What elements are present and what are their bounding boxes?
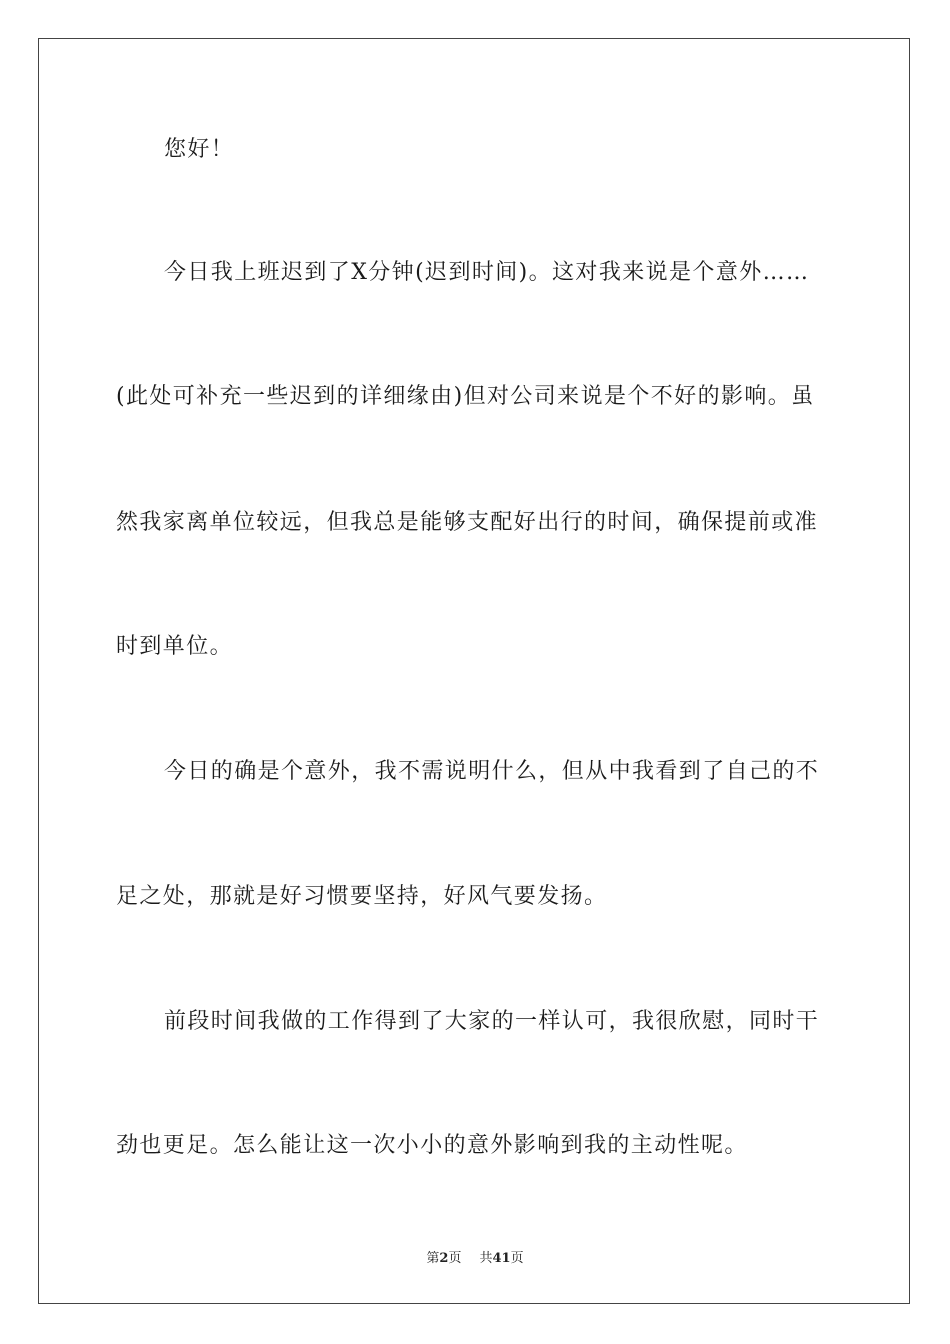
page-suffix: 页 [448,1251,462,1266]
paragraph-1-line-3: 然我家离单位较远，但我总是能够支配好出行的时间，确保提前或准 [116,510,819,535]
paragraph-2-line-2: 足之处，那就是好习惯要坚持，好风气要发扬。 [116,884,608,909]
paragraph-1-line-1: 今日我上班迟到了X分钟(迟到时间)。这对我来说是个意外…… [164,260,810,285]
paragraph-3-line-2: 劲也更足。怎么能让这一次小小的意外影响到我的主动性呢。 [116,1133,748,1158]
page-border [38,38,910,1304]
total-suffix: 页 [510,1251,524,1266]
page-footer [0,1247,950,1266]
paragraph-3-line-1: 前段时间我做的工作得到了大家的一样认可，我很欣慰，同时干 [164,1009,820,1034]
page-total: 41 [492,1251,511,1266]
paragraph-1-line-4: 时到单位。 [116,634,234,659]
page-current: 2 [439,1251,449,1266]
paragraph-1-line-2: (此处可补充一些迟到的详细缘由)但对公司来说是个不好的影响。虽 [116,384,815,409]
paragraph-2-line-1: 今日的确是个意外，我不需说明什么，但从中我看到了自己的不 [164,759,820,784]
page-prefix: 第 [426,1251,440,1266]
total-prefix: 共 [479,1251,493,1266]
greeting-line: 您好！ [164,137,235,162]
